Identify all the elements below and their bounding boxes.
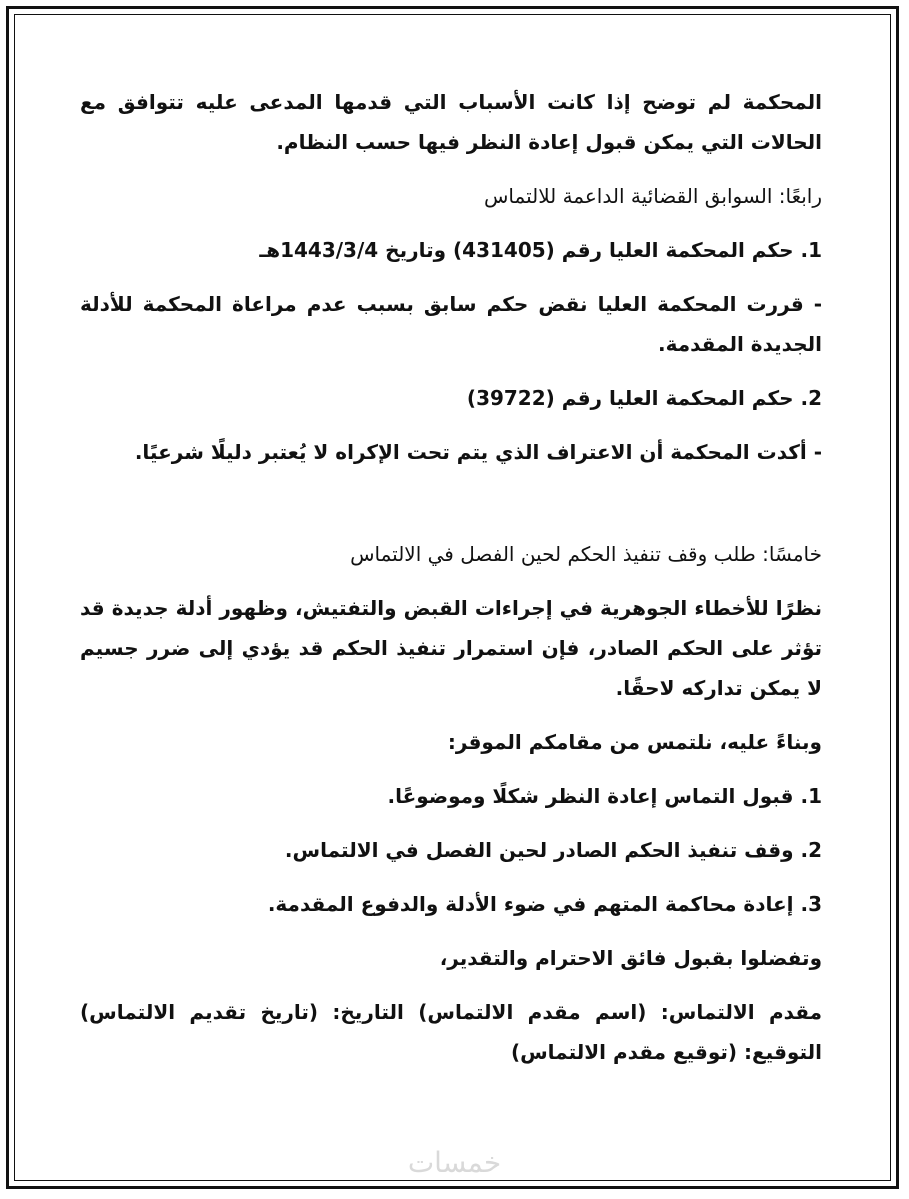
case2-description: - أكدت المحكمة أن الاعتراف الذي يتم تحت الإكراه لا يُعتبر دليلًا شرعيًا. [134, 440, 822, 464]
section4-heading: رابعًا: السوابق القضائية الداعمة للالتماس [484, 184, 822, 208]
request-item-3: 3. إعادة محاكمة المتهم في ضوء الأدلة والدفوع المقدمة. [267, 892, 822, 916]
case1-title: 1. حكم المحكمة العليا رقم (431405) وتاريخ 1443/3/4هـ [259, 238, 822, 262]
case2-title: 2. حكم المحكمة العليا رقم (39722) [466, 386, 822, 410]
section5-paragraph: نظرًا للأخطاء الجوهرية في إجراءات القبض والتفتيش، وظهور أدلة جديدة قد تؤثر على الحكم الصادر، فإن استمرار تنفيذ الحكم قد يؤدي إلى ضرر جسيم لا يمكن تداركه لاحقًا. [80, 596, 822, 700]
case1-description: - قررت المحكمة العليا نقض حكم سابق بسبب عدم مراعاة المحكمة للأدلة الجديدة المقدمة. [80, 292, 822, 356]
request-item-1: 1. قبول التماس إعادة النظر شكلًا وموضوعًا. [387, 784, 822, 808]
section5-heading: خامسًا: طلب وقف تنفيذ الحكم لحين الفصل في الالتماس [350, 542, 822, 566]
signature-block: مقدم الالتماس: (اسم مقدم الالتماس) التاريخ: (تاريخ تقديم الالتماس) التوقيع: (توقيع مقدم الالتماس) [80, 1000, 822, 1064]
watermark-logo: خمسات [407, 1146, 502, 1179]
document-body [80, 82, 822, 1072]
request-item-2: 2. وقف تنفيذ الحكم الصادر لحين الفصل في الالتماس. [284, 838, 822, 862]
closing-line: وتفضلوا بقبول فائق الاحترام والتقدير، [439, 946, 822, 970]
request-intro: وبناءً عليه، نلتمس من مقامكم الموقر: [447, 730, 822, 754]
intro-paragraph: المحكمة لم توضح إذا كانت الأسباب التي قدمها المدعى عليه تتوافق مع الحالات التي يمكن قبول إعادة النظر فيها حسب النظام. [80, 90, 822, 154]
